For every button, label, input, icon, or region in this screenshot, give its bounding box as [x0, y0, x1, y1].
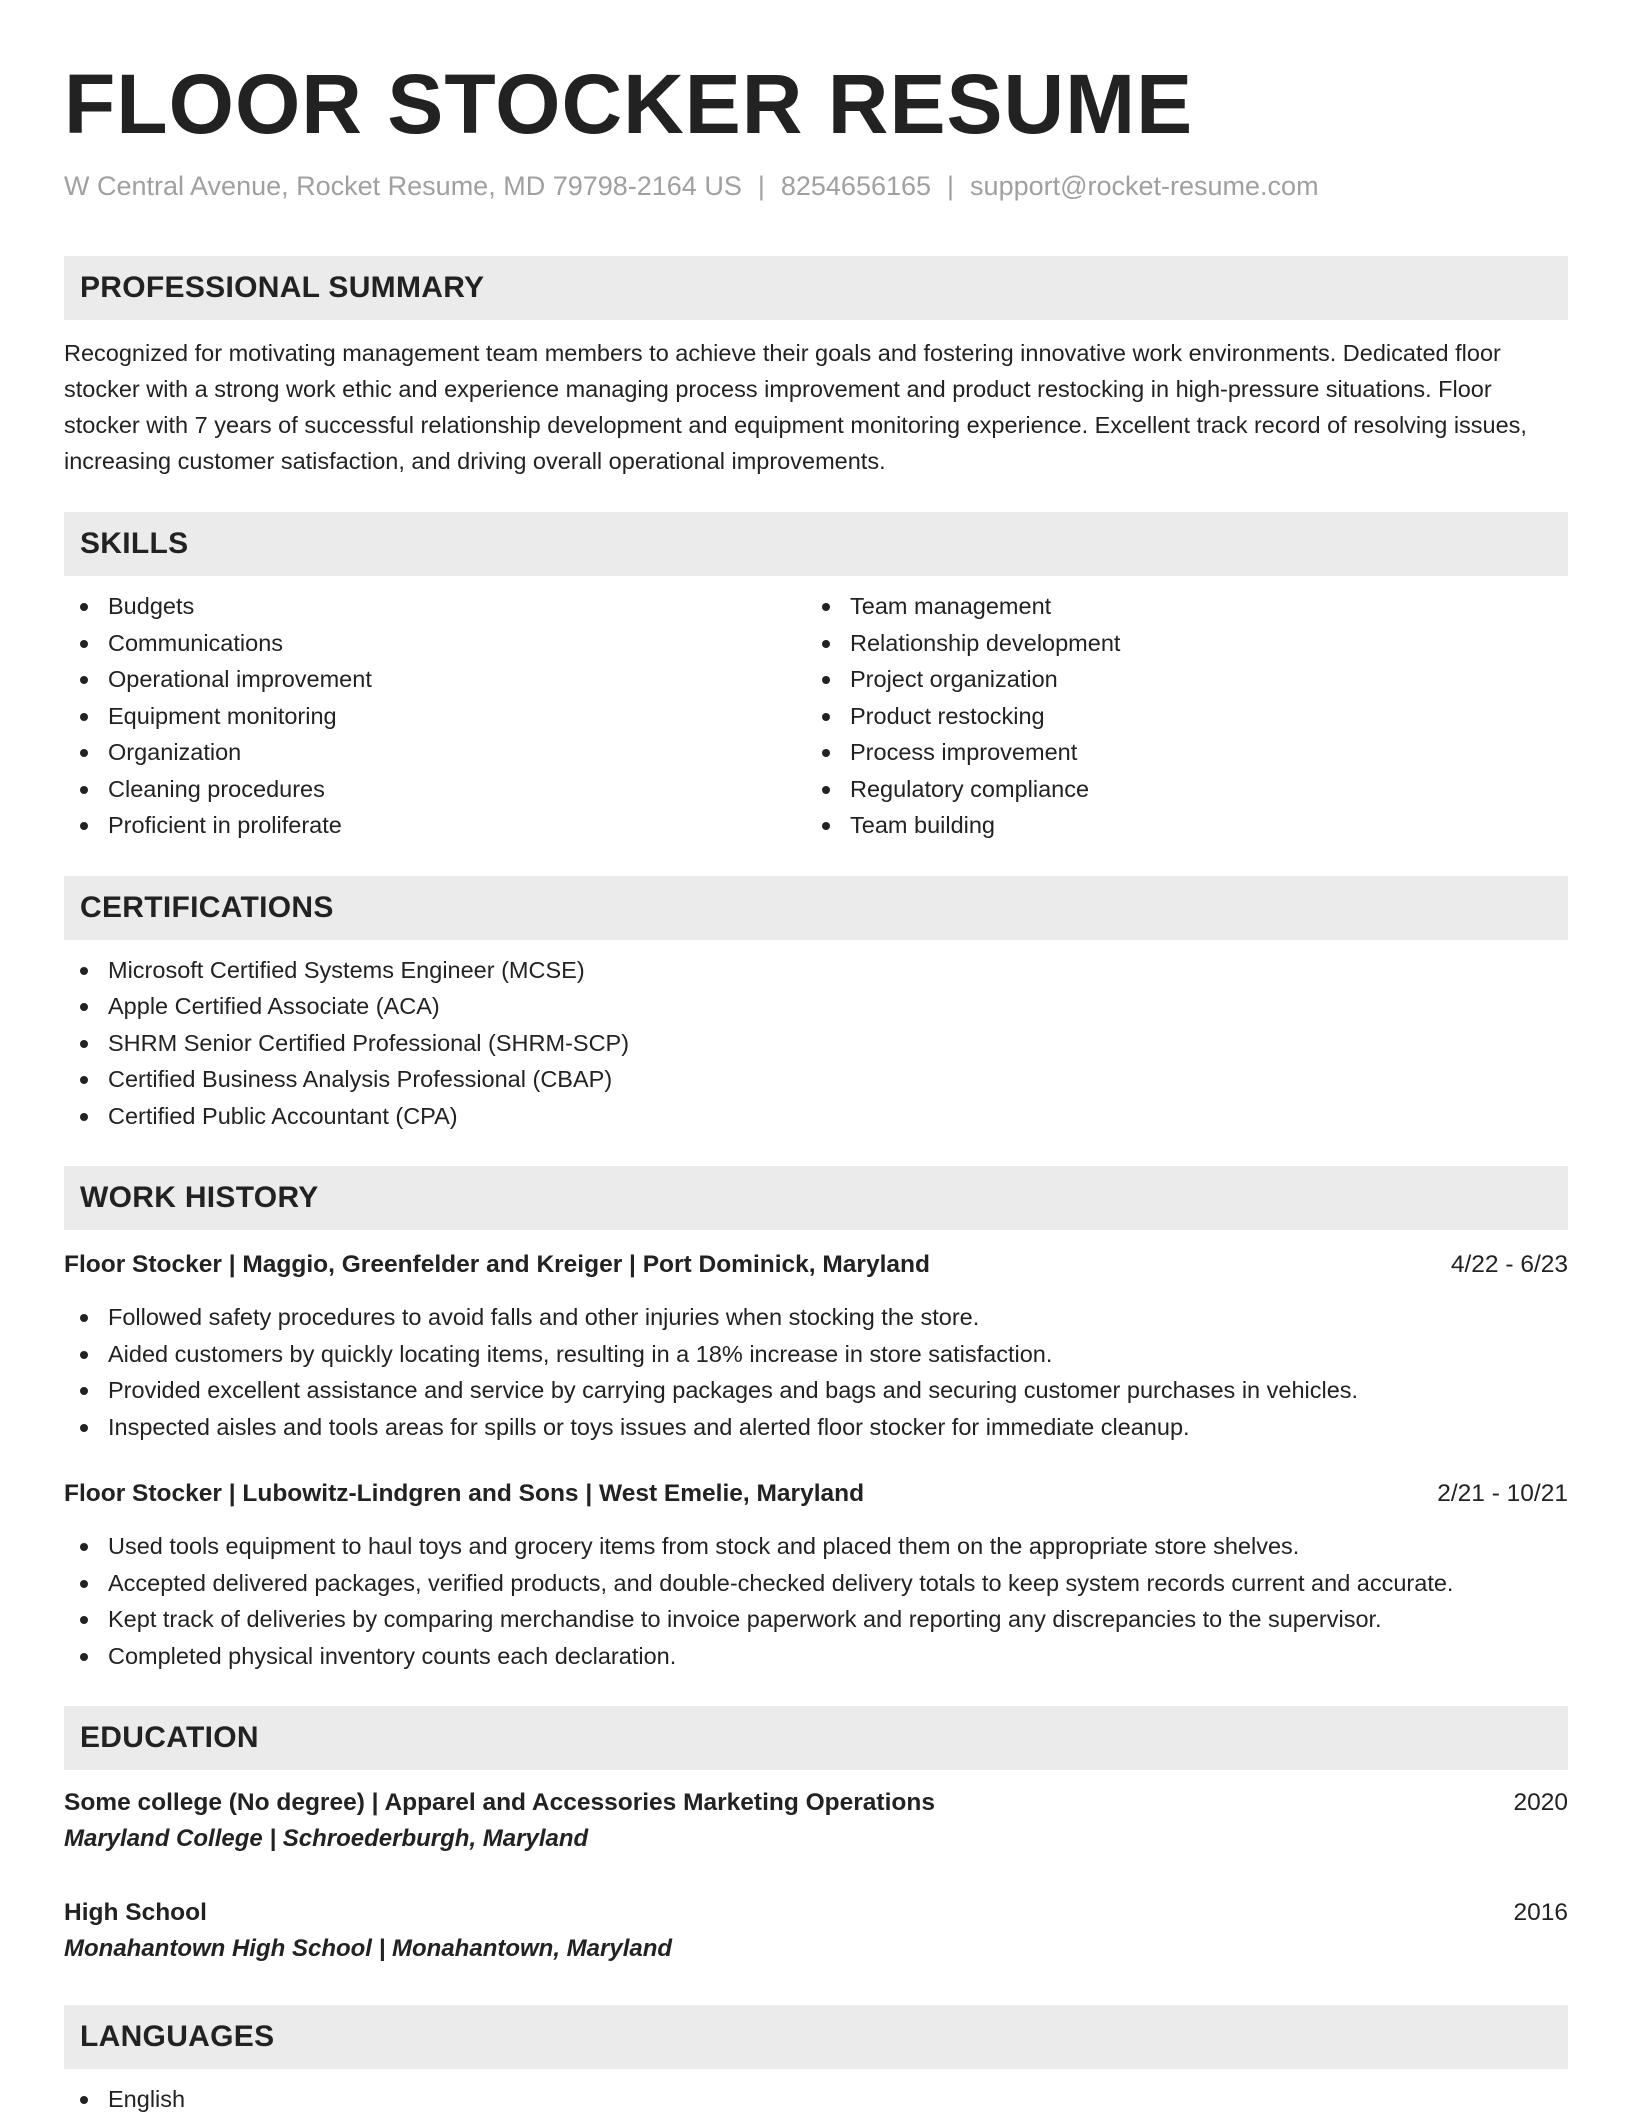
- skill-item: Proficient in proliferate: [64, 807, 806, 844]
- section-header-work-history: WORK HISTORY: [64, 1166, 1568, 1230]
- job-bullet: Used tools equipment to haul toys and grocery items from stock and placed them on the appropriate store shelves.: [64, 1528, 1568, 1565]
- contact-separator: |: [757, 171, 765, 201]
- education-degree: High School: [64, 1899, 207, 1926]
- certifications-list: [64, 952, 1568, 1135]
- skill-item: Project organization: [806, 661, 1548, 698]
- summary-text: Recognized for motivating management team members to achieve their goals and fostering innovative work environments. Dedicated floor stocker with a strong work ethic and experience managing process improvement and product restocking in high-pressure situations. Floor stocker with 7 years of successful relationship development and equipment monitoring experience. Excellent track record of resolving issues, increasing customer satisfaction, and driving overall operational improvements.: [64, 340, 1527, 474]
- skills-list-right: [806, 588, 1548, 844]
- education-year: 2020: [1513, 1789, 1568, 1816]
- skill-item: Regulatory compliance: [806, 771, 1548, 808]
- education-entry: [64, 1785, 1568, 1857]
- skill-item: Operational improvement: [64, 661, 806, 698]
- skill-item: Product restocking: [806, 698, 1548, 735]
- resume-page: [64, 0, 1568, 2118]
- education-year: 2016: [1513, 1899, 1568, 1926]
- education-header: [64, 1895, 1568, 1931]
- education-header: [64, 1785, 1568, 1821]
- skill-item: Organization: [64, 734, 806, 771]
- contact-email: support@rocket-resume.com: [970, 171, 1319, 201]
- contact-separator: |: [947, 171, 955, 201]
- education-school: Monahantown High School | Monahantown, Maryland: [64, 1935, 673, 1962]
- job-bullets: [64, 1299, 1568, 1445]
- section-header-education: EDUCATION: [64, 1706, 1568, 1770]
- skill-item: Cleaning procedures: [64, 771, 806, 808]
- section-header-summary: PROFESSIONAL SUMMARY: [64, 256, 1568, 320]
- skills-list-left: [64, 588, 806, 844]
- contact-address: W Central Avenue, Rocket Resume, MD 79798-2164 US: [64, 171, 742, 201]
- job-title: Floor Stocker | Lubowitz-Lindgren and Sons | West Emelie, Maryland: [64, 1480, 865, 1507]
- skill-item: Team management: [806, 588, 1548, 625]
- job-bullet: Aided customers by quickly locating items, resulting in a 18% increase in store satisfaction.: [64, 1336, 1568, 1373]
- job-dates: 4/22 - 6/23: [1450, 1251, 1568, 1278]
- job-header: [64, 1247, 1568, 1283]
- section-header-certifications: CERTIFICATIONS: [64, 876, 1568, 940]
- certification-item: Certified Public Accountant (CPA): [64, 1098, 1568, 1135]
- certification-item: Certified Business Analysis Professional (CBAP): [64, 1061, 1568, 1098]
- contact-line: [64, 168, 1568, 204]
- job-title: Floor Stocker | Maggio, Greenfelder and Kreiger | Port Dominick, Maryland: [64, 1251, 930, 1278]
- skill-item: Relationship development: [806, 625, 1548, 662]
- job-entry: [64, 1476, 1568, 1674]
- education-degree: Some college (No degree) | Apparel and Accessories Marketing Operations: [64, 1789, 935, 1816]
- skill-item: Budgets: [64, 588, 806, 625]
- job-entry: [64, 1247, 1568, 1445]
- job-bullet: Completed physical inventory counts each declaration.: [64, 1638, 1568, 1675]
- contact-phone: 8254656165: [780, 171, 932, 201]
- education-entry: [64, 1895, 1568, 1967]
- languages-list: [64, 2081, 1568, 2118]
- skill-item: Process improvement: [806, 734, 1548, 771]
- section-header-languages: LANGUAGES: [64, 2005, 1568, 2069]
- job-dates: 2/21 - 10/21: [1437, 1480, 1568, 1507]
- certification-item: Microsoft Certified Systems Engineer (MCSE): [64, 952, 1568, 989]
- job-bullets: [64, 1528, 1568, 1674]
- skill-item: Equipment monitoring: [64, 698, 806, 735]
- job-bullet: Accepted delivered packages, verified products, and double-checked delivery totals to keep system records current and accurate.: [64, 1565, 1568, 1602]
- section-header-skills: SKILLS: [64, 512, 1568, 576]
- resume-title: FLOOR STOCKER RESUME: [64, 57, 1194, 151]
- education-school: Maryland College | Schroederburgh, Maryland: [64, 1825, 589, 1852]
- job-bullet: Kept track of deliveries by comparing merchandise to invoice paperwork and reporting any discrepancies to the supervisor.: [64, 1601, 1568, 1638]
- job-header: [64, 1476, 1568, 1512]
- skill-item: Communications: [64, 625, 806, 662]
- certification-item: SHRM Senior Certified Professional (SHRM-SCP): [64, 1025, 1568, 1062]
- skill-item: Team building: [806, 807, 1548, 844]
- certification-item: Apple Certified Associate (ACA): [64, 988, 1568, 1025]
- skills-grid: [64, 588, 1568, 844]
- job-bullet: Inspected aisles and tools areas for spills or toys issues and alerted floor stocker for immediate cleanup.: [64, 1409, 1568, 1446]
- job-bullet: Provided excellent assistance and service by carrying packages and bags and securing customer purchases in vehicles.: [64, 1372, 1568, 1409]
- language-item: English: [64, 2081, 1568, 2118]
- job-bullet: Followed safety procedures to avoid falls and other injuries when stocking the store.: [64, 1299, 1568, 1336]
